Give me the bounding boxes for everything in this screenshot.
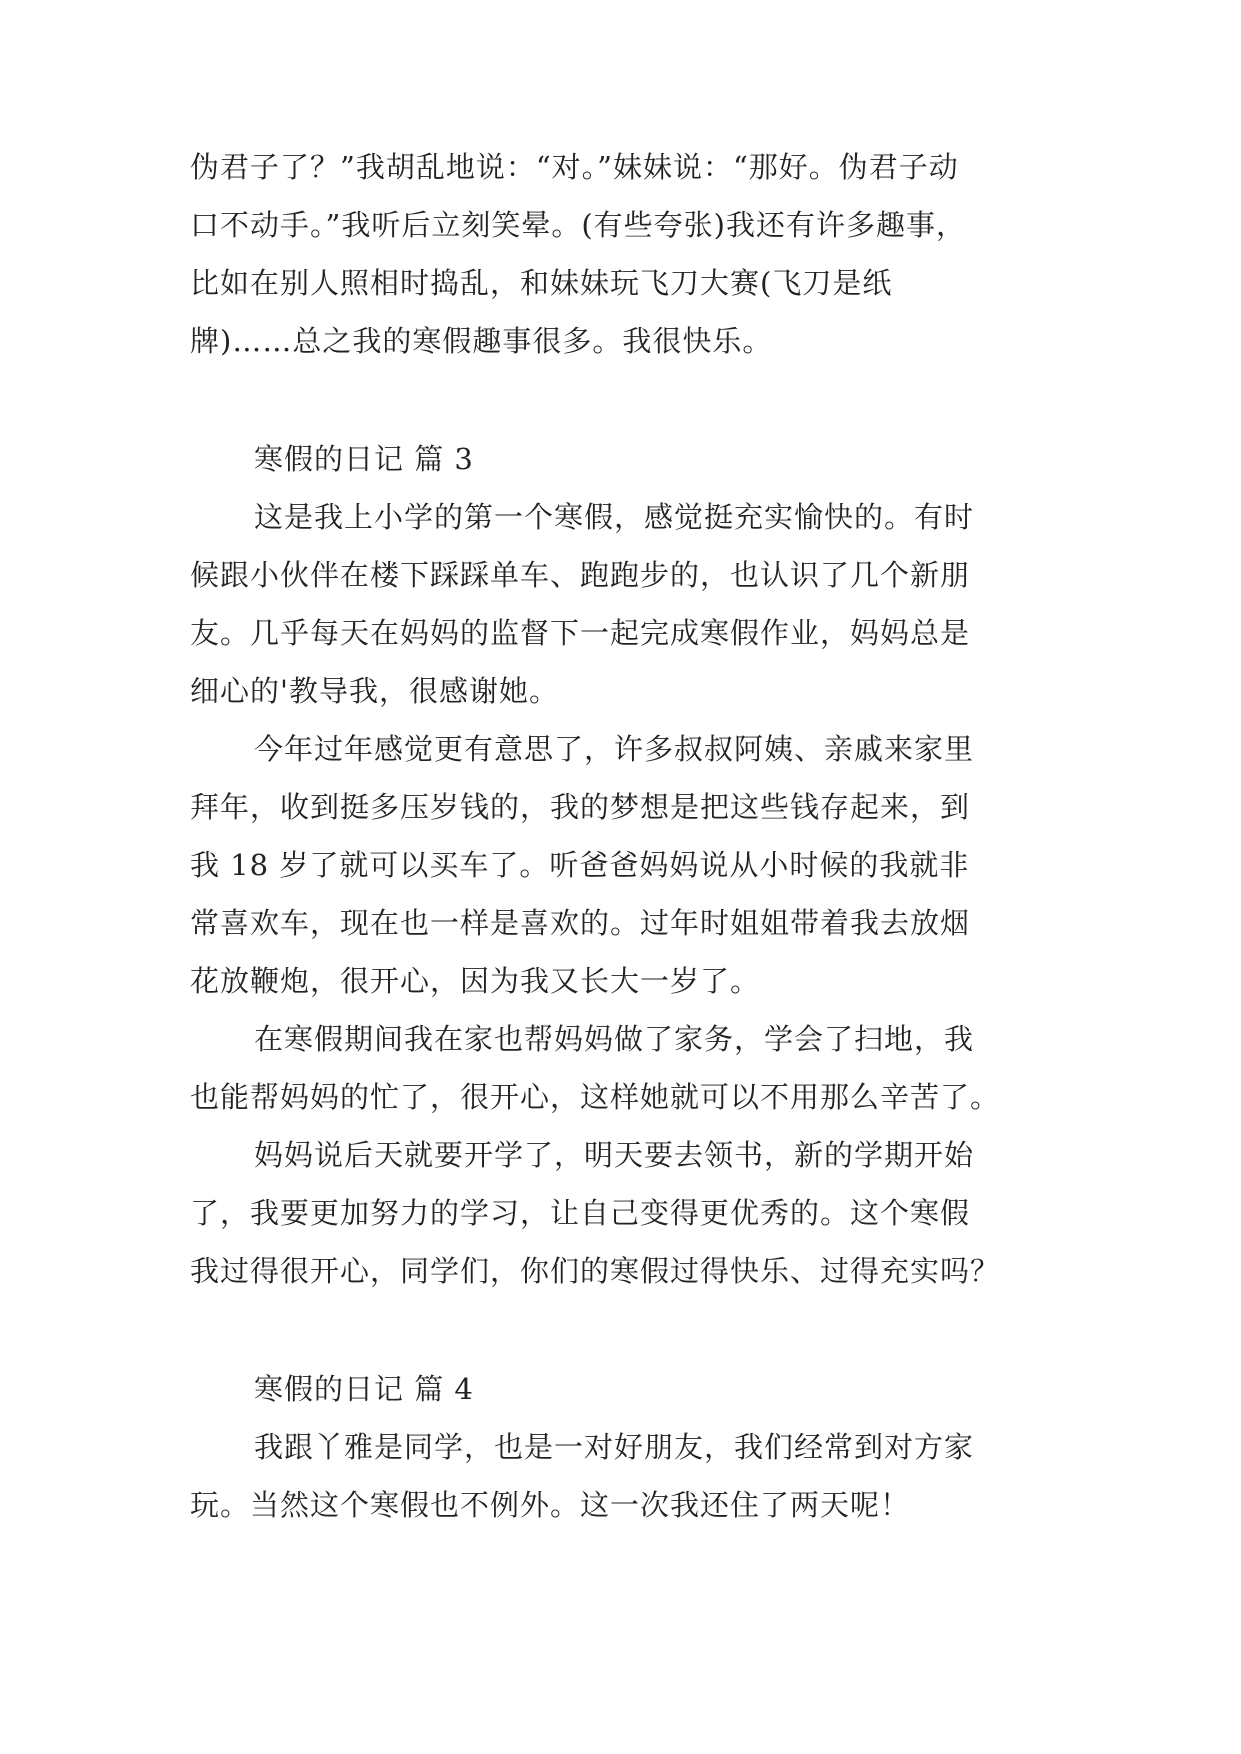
- paragraph-line: 我过得很开心，同学们，你们的寒假过得快乐、过得充实吗？: [190, 1254, 1001, 1288]
- section-heading: 寒假的日记 篇 3: [254, 442, 474, 476]
- paragraph-line: 伪君子了？”我胡乱地说：“对。”妹妹说：“那好。伪君子动: [190, 150, 959, 184]
- paragraph-line: 妈妈说后天就要开学了，明天要去领书，新的学期开始: [254, 1138, 975, 1172]
- paragraph-line: 牌)……总之我的寒假趣事很多。我很快乐。: [190, 324, 773, 358]
- paragraph-line: 在寒假期间我在家也帮妈妈做了家务，学会了扫地，我: [254, 1022, 975, 1056]
- paragraph-line: 拜年，收到挺多压岁钱的，我的梦想是把这些钱存起来，到: [190, 790, 971, 824]
- paragraph-line: 也能帮妈妈的忙了，很开心，这样她就可以不用那么辛苦了。: [190, 1080, 1001, 1114]
- paragraph-line: 比如在别人照相时捣乱，和妹妹玩飞刀大赛(飞刀是纸: [190, 266, 893, 300]
- paragraph-line: 这是我上小学的第一个寒假，感觉挺充实愉快的。有时: [254, 500, 975, 534]
- paragraph-line: 玩。当然这个寒假也不例外。这一次我还住了两天呢！: [190, 1488, 911, 1522]
- paragraph-line: 候跟小伙伴在楼下踩踩单车、跑跑步的，也认识了几个新朋: [190, 558, 971, 592]
- paragraph-line: 我跟丫雅是同学，也是一对好朋友，我们经常到对方家: [254, 1430, 975, 1464]
- paragraph-line: 友。几乎每天在妈妈的监督下一起完成寒假作业，妈妈总是: [190, 616, 971, 650]
- paragraph-line: 花放鞭炮，很开心，因为我又长大一岁了。: [190, 964, 761, 998]
- section-heading: 寒假的日记 篇 4: [254, 1372, 474, 1406]
- paragraph-line: 我 18 岁了就可以买车了。听爸爸妈妈说从小时候的我就非: [190, 848, 970, 882]
- paragraph-line: 细心的'教导我，很感谢她。: [190, 674, 559, 708]
- paragraph-line: 了，我要更加努力的学习，让自己变得更优秀的。这个寒假: [190, 1196, 971, 1230]
- paragraph-line: 常喜欢车，现在也一样是喜欢的。过年时姐姐带着我去放烟: [190, 906, 971, 940]
- paragraph-line: 口不动手。”我听后立刻笑晕。(有些夸张)我还有许多趣事，: [190, 208, 966, 242]
- paragraph-line: 今年过年感觉更有意思了，许多叔叔阿姨、亲戚来家里: [254, 732, 975, 766]
